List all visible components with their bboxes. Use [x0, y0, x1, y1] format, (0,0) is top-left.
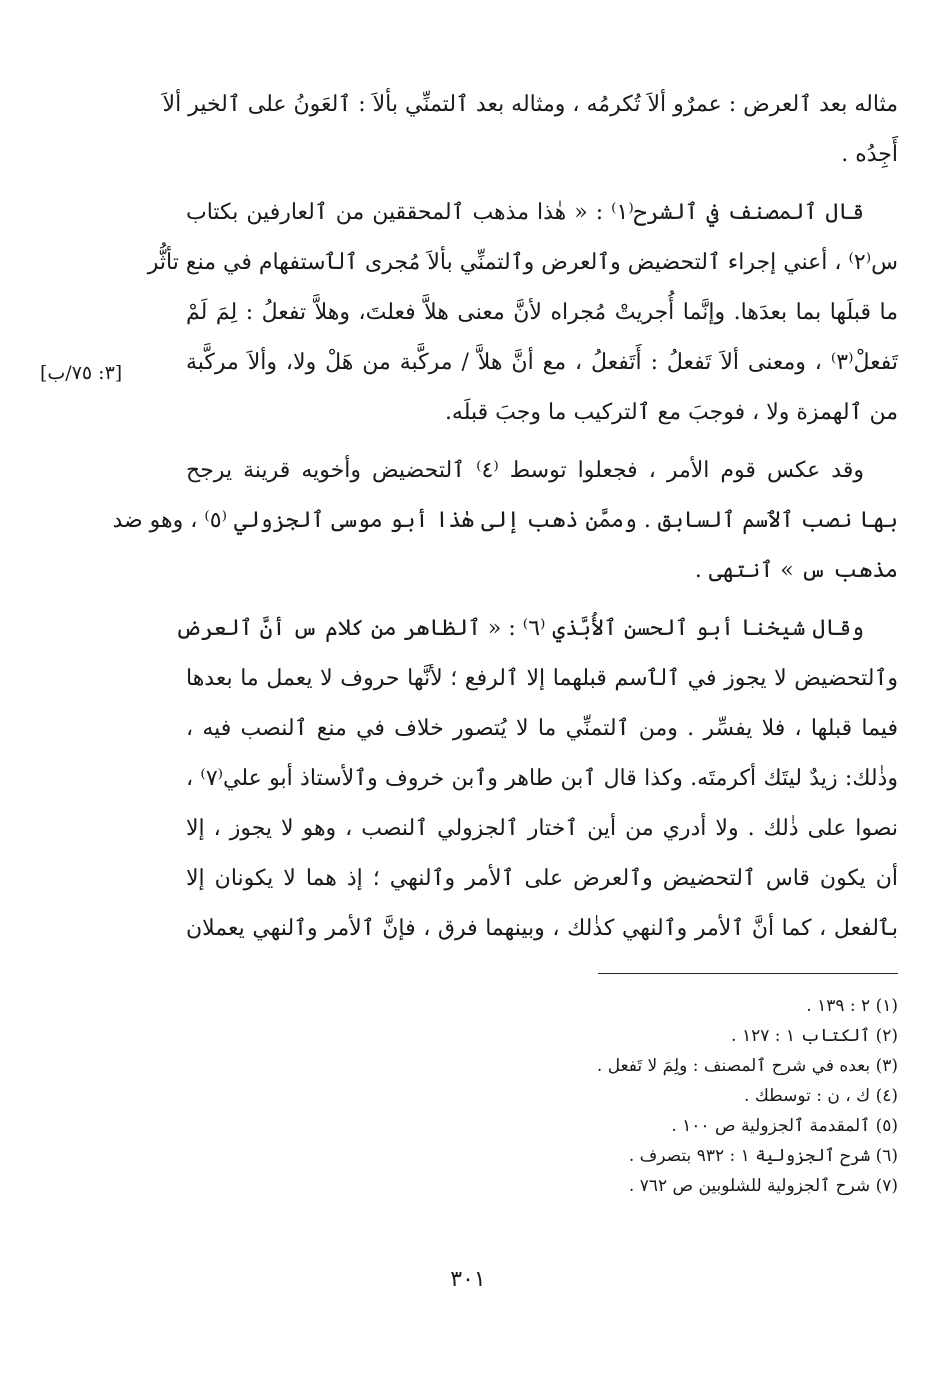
- manuscript-folio-reference: [٣: ٧٥/ب]: [40, 362, 123, 384]
- text-line: قال ٱلمصنف في ٱلشرح⁽١⁾ : « هٰذا مذهب ٱلمحققين من ٱلعارفين بكتاب: [186, 200, 864, 225]
- footnote: (٥) ٱلمقدمة ٱلجزولية ص ١٠٠ .: [671, 1116, 898, 1136]
- footnote: (٢) ٱلكتاب ١ : ١٢٧ .: [731, 1026, 898, 1046]
- text-line: بٱلفعل ، كما أنَّ ٱلأمر وٱلنهي كذٰلك ، وبينهما فرق ، فإنَّ ٱلأمر وٱلنهي يعملان: [186, 916, 898, 941]
- footnote: (٧) شرح ٱلجزولية للشلوبين ص ٧٦٢ .: [628, 1176, 898, 1196]
- text-line: بها نصب ٱلٱسم ٱلسابق . وممَّن ذهب إلى هٰذا أبو موسى ٱلجزولي ⁽٥⁾ ، وهو ضد: [112, 508, 898, 533]
- footnote: (٦) شرح ٱلجزولية ١ : ٩٣٢ بتصرف .: [628, 1146, 898, 1166]
- text-line: من ٱلهمزة ولا ، فوجبَ مع ٱلتركيب ما وجبَ قبلَه.: [444, 400, 898, 425]
- footnotes: [420, 992, 898, 1202]
- text-line: نصوا على ذٰلك . ولا أدري من أين ٱختار ٱلجزولي ٱلنصب ، وهو لا يجوز ، إلا: [186, 816, 898, 841]
- paragraph-3: [112, 448, 898, 598]
- footnote: (٤) ك ، ن : توسطك .: [744, 1086, 898, 1106]
- footnote-separator: [598, 973, 898, 974]
- text-line: فيما قبلها ، فلا يفسِّر . ومن ٱلتمنِّي ما لا يُتصور خلاف في منع ٱلنصب فيه ،: [186, 716, 898, 741]
- text-line: وقال شيخنا أبو ٱلحسن ٱلأُبَّذي ⁽٦⁾ : « ٱلظاهر من كلام س أنَّ ٱلعرض: [175, 616, 864, 641]
- text-line: تَفعلْ⁽٣⁾ ، ومعنى ألاَ تَفعلُ : أَتَفعلُ ، مع أنَّ هلاَّ / مركَّبة من هَلْ ولا، وألاَ مركَّبة: [186, 350, 898, 375]
- text-line: ما قبلَها بما بعدَها. وإنَّما أُجريتْ مُجراه لأنَّ معنى هلاَّ فعلتَ، وهلاَّ تفعلُ : لِمَ لَمْ: [186, 300, 898, 325]
- text-line: وقد عكس قوم الأمر ، فجعلوا توسط ⁽٤⁾ ٱلتحضيض وأخويه قرينة يرجح: [186, 458, 864, 483]
- text-line: مثاله بعد ٱلعرض : عمرٌو ألاَ تُكرمُه ، ومثاله بعد ٱلتمنِّي بألاَ : ٱلعَونُ على ٱلخير ألاَ: [162, 92, 898, 117]
- text-line: وذٰلك: زيدٌ ليتَك أكرمتَه. وكذا قال ٱبن طاهر وٱبن خروف وٱلأستاذ أبو علي⁽٧⁾ ،: [186, 766, 898, 791]
- text-line: مذهب س » ٱنتهى .: [694, 558, 898, 583]
- body-text: [112, 82, 898, 956]
- paragraph-2: [147, 190, 898, 440]
- page-number: ٣٠١: [450, 1267, 486, 1292]
- paragraph-1: [162, 82, 898, 182]
- paragraph-4: [175, 606, 898, 956]
- text-line: أن يكون قاس ٱلتحضيض وٱلعرض على ٱلأمر وٱلنهي ؛ إذ هما لا يكونان إلا: [186, 866, 898, 891]
- text-line: وٱلتحضيض لا يجوز في ٱلٱسم قبلهما إلا ٱلرفع ؛ لأنَّها حروف لا يعمل ما بعدها: [186, 666, 898, 691]
- footnote: (٣) بعده في شرح ٱلمصنف : ولِمَ لا تَفعل .: [596, 1056, 898, 1076]
- footnote: (١) ٢ : ١٣٩ .: [806, 996, 898, 1016]
- text-line: أَجِدُه .: [841, 142, 898, 167]
- text-line: س⁽٢⁾ ، أعني إجراء ٱلتحضيض وٱلعرض وٱلتمنِّي بألاَ مُجرى ٱلٱستفهام في منع تأثُّر: [147, 250, 898, 275]
